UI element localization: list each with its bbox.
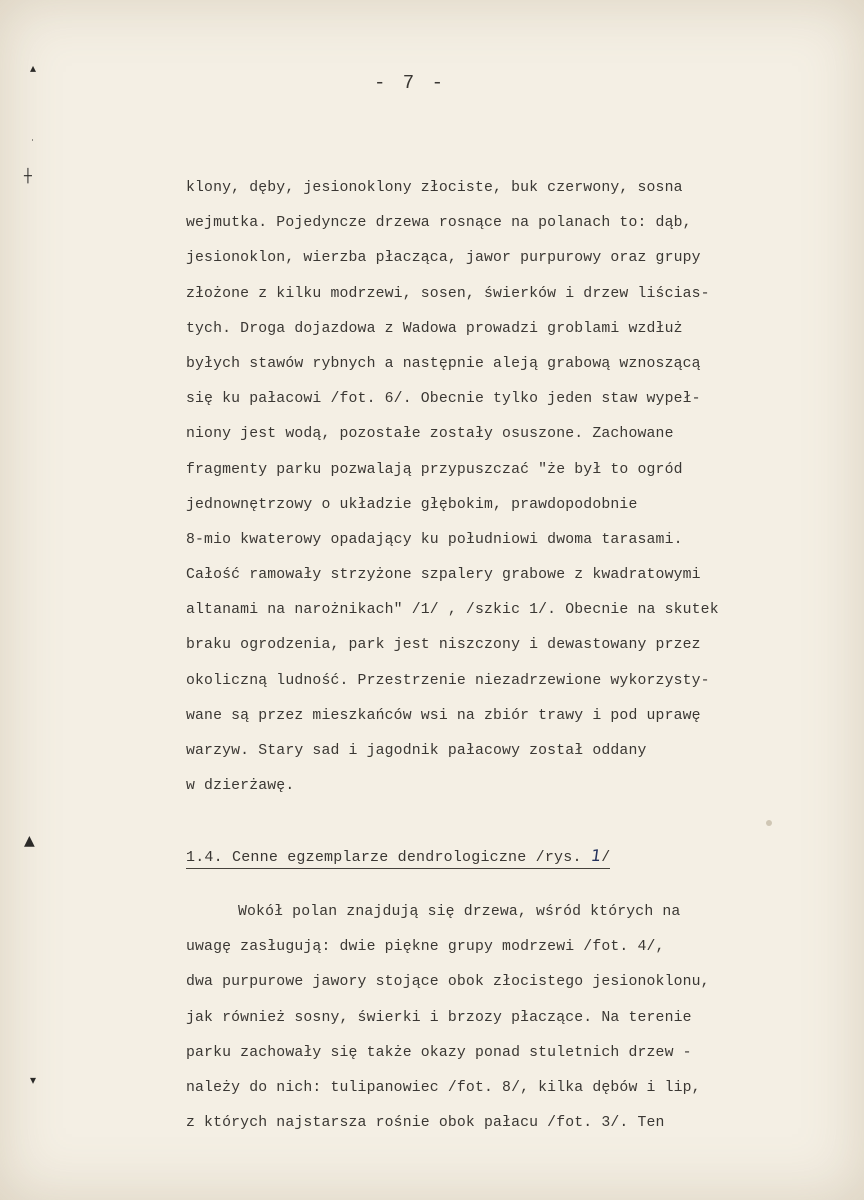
paragraph-2 <box>186 902 816 1148</box>
text-line: złożone z kilku modrzewi, sosen, świerków i drzew liścias- <box>186 285 710 302</box>
handwritten-figure-number: 1 <box>589 846 603 865</box>
text-line: braku ogrodzenia, park jest niszczony i dewastowany przez <box>186 637 701 654</box>
text-line: jednownętrzowy o układzie głębokim, prawdopodobnie <box>186 496 638 513</box>
page-number: - 7 - <box>373 72 446 94</box>
section-heading-tail: / <box>601 849 611 866</box>
text-line: altanami na narożnikach" /1/ , /szkic 1/. Obecnie na skutek <box>186 602 719 619</box>
text-line: Całość ramowały strzyżone szpalery grabowe z kwadratowymi <box>186 567 701 584</box>
text-line: z których najstarsza rośnie obok pałacu /fot. 3/. Ten <box>186 1115 665 1132</box>
text-line: Wokół polan znajdują się drzewa, wśród których na <box>238 904 681 920</box>
text-line: należy do nich: tulipanowiec /fot. 8/, kilka dębów i lip, <box>186 1079 701 1096</box>
text-line: niony jest wodą, pozostałe zostały osuszone. Zachowane <box>186 426 674 443</box>
text-line: jesionoklon, wierzba płacząca, jawor purpurowy oraz grupy <box>186 250 701 267</box>
text-line: jak również sosny, świerki i brzozy płaczące. Na terenie <box>186 1009 692 1026</box>
text-line: wane są przez mieszkańców wsi na zbiór trawy i pod uprawę <box>186 707 701 724</box>
text-line: warzyw. Stary sad i jagodnik pałacowy został oddany <box>186 743 647 759</box>
text-line: okoliczną ludność. Przestrzenie niezadrzewione wykorzysty- <box>186 672 710 689</box>
text-line: parku zachowały się także okazy ponad stuletnich drzew - <box>186 1044 692 1061</box>
text-line: byłych stawów rybnych a następnie aleją grabową wznoszącą <box>186 355 701 372</box>
text-line: się ku pałacowi /fot. 6/. Obecnie tylko jeden staw wypeł- <box>186 391 701 408</box>
paragraph-1 <box>186 178 816 811</box>
text-line: fragmenty parku pozwalają przypuszczać "że był to ogród <box>186 461 683 478</box>
binding-mark-middle: ▲ <box>24 833 35 849</box>
binding-mark-top: ▴ <box>30 61 37 75</box>
binding-mark-2: ˙ <box>30 139 35 150</box>
text-line: klony, dęby, jesionoklony złociste, buk czerwony, sosna <box>186 180 683 196</box>
paper-speck <box>766 820 772 826</box>
binding-mark-bottom: ▾ <box>30 1073 37 1087</box>
text-line: wejmutka. Pojedyncze drzewa rosnące na polanach to: dąb, <box>186 215 692 232</box>
section-heading-text: 1.4. Cenne egzemplarze dendrologiczne /rys. <box>186 849 591 866</box>
binding-mark-3: ┼ <box>24 169 32 184</box>
section-heading <box>186 846 610 866</box>
text-line: 8-mio kwaterowy opadający ku południowi dwoma tarasami. <box>186 531 683 548</box>
text-line: tych. Droga dojazdowa z Wadowa prowadzi groblami wzdłuż <box>186 320 683 337</box>
text-line: dwa purpurowe jawory stojące obok złocistego jesionoklonu, <box>186 974 710 991</box>
text-line: w dzierżawę. <box>186 778 295 795</box>
text-line: uwagę zasługują: dwie piękne grupy modrzewi /fot. 4/, <box>186 939 665 956</box>
section-heading-underlined <box>186 846 611 869</box>
